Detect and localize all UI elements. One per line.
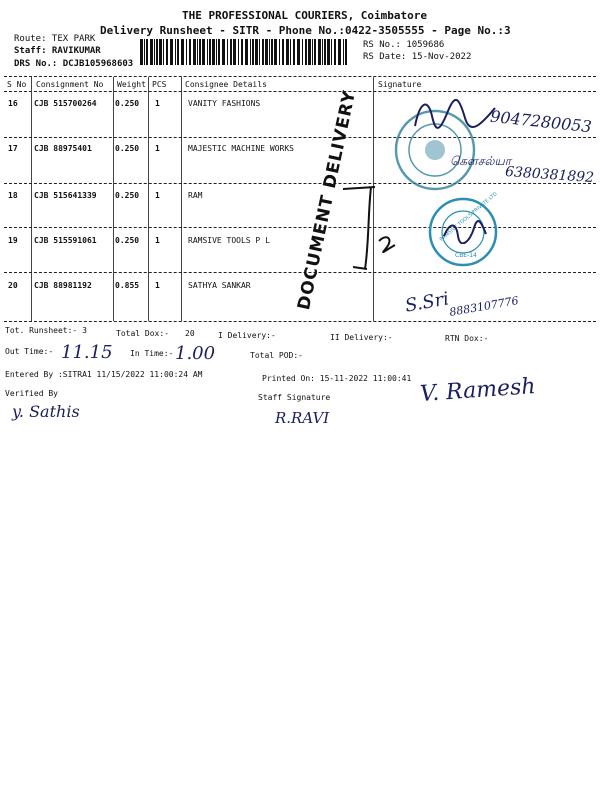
row-consignee: RAM — [188, 191, 203, 200]
staff-label: Staff: RAVIKUMAR — [14, 46, 101, 56]
col-divider — [31, 77, 32, 321]
row-weight: 0.250 — [115, 191, 140, 200]
row-pcs: 1 — [155, 191, 160, 200]
tot-runsheet: Tot. Runsheet:- 3 — [5, 326, 87, 335]
table-top-rule — [4, 76, 596, 77]
barcode — [140, 39, 350, 65]
signature-row18 — [335, 183, 405, 273]
row-consignment-no: CJB 515700264 — [34, 99, 97, 108]
handwritten-phone: 9047280053 — [489, 106, 593, 137]
table-bottom-rule — [4, 321, 596, 322]
page-subtitle: Delivery Runsheet - SITR - Phone No.:0422-3505555 - Page No.:3 — [100, 24, 511, 37]
row-consignee: VANITY FASHIONS — [188, 99, 261, 108]
handwritten-phone: 6380381892 — [504, 163, 595, 187]
drs-number: DRS No.: DCJB105968603 — [14, 59, 134, 69]
table-header-rule — [4, 91, 596, 92]
out-time-value: 11.15 — [61, 342, 113, 363]
row-weight: 0.250 — [115, 236, 140, 245]
document-delivery-stamp: DOCUMENT DELIVERY — [294, 88, 361, 312]
col-header-consignment: Consignment No — [36, 80, 104, 89]
row-consignment-no: CJB 515591061 — [34, 236, 97, 245]
row-sno: 20 — [8, 281, 18, 290]
rtn-dox-label: RTN Dox:- — [445, 334, 489, 343]
staff-signature-label: Staff Signature — [258, 393, 331, 402]
row-pcs: 1 — [155, 99, 160, 108]
row-weight: 0.250 — [115, 99, 140, 108]
staff-signature: R.RAVI — [275, 409, 330, 427]
handwritten-name: கௌசல்யா — [450, 154, 512, 168]
row-pcs: 1 — [155, 144, 160, 153]
row-sno: 19 — [8, 236, 18, 245]
col-header-weight: Weight — [117, 80, 146, 89]
row-consignment-no: CJB 88981192 — [34, 281, 92, 290]
ii-delivery-label: II Delivery:- — [330, 333, 393, 342]
total-pod-label: Total POD:- — [250, 351, 303, 360]
row-weight: 0.855 — [115, 281, 140, 290]
row-sno: 17 — [8, 144, 18, 153]
page-title: THE PROFESSIONAL COURIERS, Coimbatore — [182, 9, 428, 22]
verified-by-signature: y. Sathis — [12, 402, 80, 421]
col-header-signature: Signature — [378, 80, 422, 89]
right-signature: V. Ramesh — [419, 373, 537, 408]
col-divider — [113, 77, 114, 321]
rs-number: RS No.: 1059686 — [363, 40, 445, 50]
row-sno: 16 — [8, 99, 18, 108]
rs-date: RS Date: 15-Nov-2022 — [363, 52, 472, 62]
signature-row19 — [440, 218, 490, 244]
row-pcs: 1 — [155, 236, 160, 245]
row-consignee: SATHYA SANKAR — [188, 281, 251, 290]
row-rule — [4, 227, 596, 228]
out-time-label: Out Time:- — [5, 347, 54, 356]
row-consignee: RAMSIVE TOOLS P L — [188, 236, 270, 245]
col-divider — [148, 77, 149, 321]
col-header-sno: S No — [7, 80, 27, 89]
row-consignment-no: CJB 515641339 — [34, 191, 97, 200]
row-consignee: MAJESTIC MACHINE WORKS — [188, 144, 294, 153]
in-time-value: 1.00 — [175, 343, 216, 364]
printed-on: Printed On: 15-11-2022 11:00:41 — [262, 374, 412, 383]
row-weight: 0.250 — [115, 144, 140, 153]
route-label: Route: TEX PARK — [14, 34, 96, 44]
row-rule — [4, 137, 596, 138]
handwritten-sig-row20: S.Sri — [403, 288, 451, 317]
row-pcs: 1 — [155, 281, 160, 290]
ramsive-seal-sub: CBE-14 — [455, 252, 477, 259]
col-header-consignee: Consignee Details — [185, 80, 267, 89]
col-header-pcs: PCS — [152, 80, 167, 89]
ramsive-seal-text: RAMSIVE TOOLS PRIVATE LTD — [438, 191, 499, 243]
entered-by: Entered By :SITRA1 11/15/2022 11:00:24 AM — [5, 370, 203, 379]
row-sno: 18 — [8, 191, 18, 200]
row-rule — [4, 272, 596, 273]
signature-row16 — [410, 96, 500, 136]
col-divider — [181, 77, 182, 321]
row-consignment-no: CJB 88975401 — [34, 144, 92, 153]
handwritten-phone: 8883107776 — [448, 294, 520, 319]
i-delivery-label: I Delivery:- — [218, 331, 276, 340]
in-time-label: In Time:- — [130, 349, 174, 358]
total-dox-label: Total Dox:- — [116, 329, 169, 338]
row-rule — [4, 183, 596, 184]
total-dox-value: 20 — [185, 329, 195, 338]
verified-by-label: Verified By — [5, 389, 58, 398]
